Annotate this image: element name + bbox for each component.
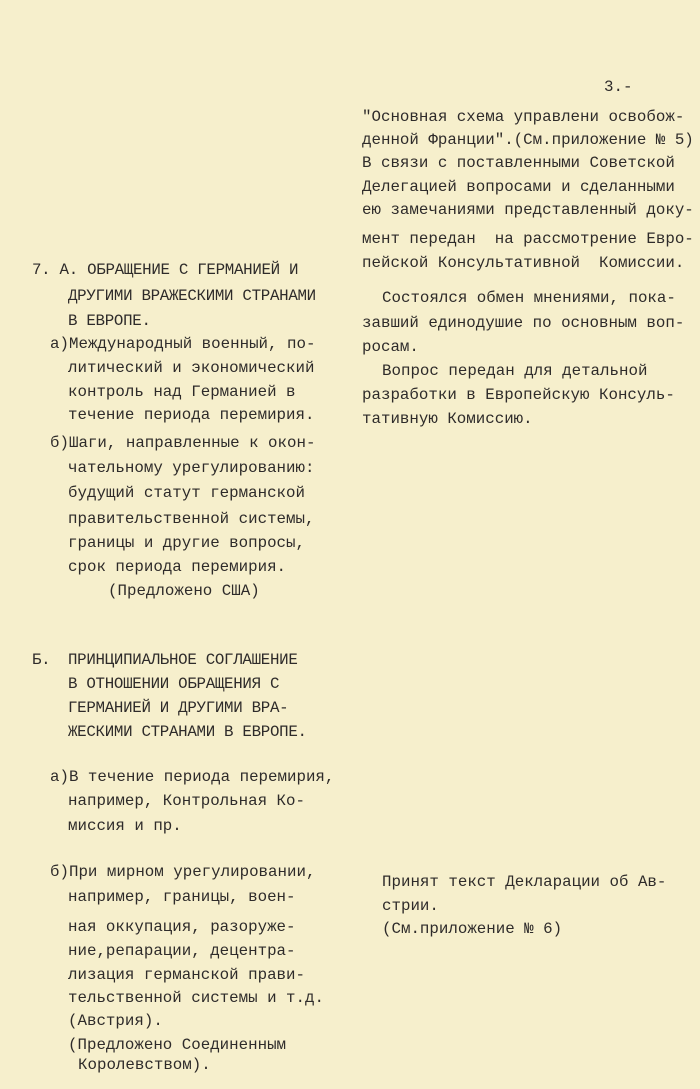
text-line: (Предложено США) <box>108 582 260 600</box>
text-line: разработки в Европейскую Консуль- <box>362 386 675 404</box>
text-line: ДРУГИМИ ВРАЖЕСКИМИ СТРАНАМИ <box>68 287 316 305</box>
text-line: завший единодушие по основным воп- <box>362 314 685 332</box>
text-line: ная оккупация, разоруже- <box>68 918 296 936</box>
text-line: (Австрия). <box>68 1012 163 1030</box>
text-line: тативную Комиссию. <box>362 410 533 428</box>
text-line: ПРИНЦИПИАЛЬНОЕ СОГЛАШЕНИЕ <box>68 651 298 669</box>
text-line: В ЕВРОПЕ. <box>68 312 151 330</box>
text-line: Делегацией вопросами и сделанными <box>362 178 675 196</box>
text-line: ею замечаниями представленный доку- <box>362 201 694 219</box>
text-line: "Основная схема управлени освобож- <box>362 108 685 126</box>
text-line: контроль над Германией в <box>68 383 296 401</box>
text-line: ГЕРМАНИЕЙ И ДРУГИМИ ВРА- <box>68 699 289 717</box>
text-line: В связи с поставленными Советской <box>362 154 675 172</box>
text-line: правительственной системы, <box>68 510 315 528</box>
text-line: б)Шаги, направленные к окон- <box>50 434 316 452</box>
text-line: денной Франции".(См.приложение № 5) <box>362 131 694 149</box>
text-line: течение периода перемирия. <box>68 406 315 424</box>
text-line: например, границы, воен- <box>68 888 296 906</box>
text-line: ние,репарации, децентра- <box>68 942 296 960</box>
section-b-label: Б. <box>32 651 51 669</box>
text-line: (Предложено Соединенным <box>68 1036 287 1054</box>
text-line: а)В течение периода перемирия, <box>50 768 335 786</box>
text-line: срок периода перемирия. <box>68 558 287 576</box>
text-line: пейской Консультативной Комиссии. <box>362 254 685 272</box>
text-line: миссия и пр. <box>68 817 182 835</box>
text-line: тельственной системы и т.д. <box>68 989 324 1007</box>
text-line: будущий статут германской <box>68 484 305 502</box>
text-line: Королевством). <box>78 1056 211 1074</box>
text-line: стрии. <box>382 897 439 915</box>
text-line: (См.приложение № 6) <box>382 920 563 938</box>
text-line: Принят текст Декларации об Ав- <box>382 873 667 891</box>
text-line: а)Международный военный, по- <box>50 335 316 353</box>
text-line: ЖЕСКИМИ СТРАНАМИ В ЕВРОПЕ. <box>68 723 307 741</box>
text-line: б)При мирном урегулировании, <box>50 863 316 881</box>
text-line: чательному урегулированию: <box>68 459 315 477</box>
text-line: Состоялся обмен мнениями, пока- <box>382 289 676 307</box>
page-number: 3.- <box>604 78 633 96</box>
text-line: Вопрос передан для детальной <box>382 362 648 380</box>
text-line: 7. А. ОБРАЩЕНИЕ С ГЕРМАНИЕЙ И <box>32 261 299 279</box>
text-line: росам. <box>362 338 419 356</box>
text-line: лизация германской прави- <box>68 966 305 984</box>
text-line: мент передан на рассмотрение Евро- <box>362 230 694 248</box>
text-line: например, Контрольная Ко- <box>68 792 305 810</box>
text-line: границы и другие вопросы, <box>68 534 305 552</box>
text-line: литический и экономический <box>68 359 315 377</box>
text-line: В ОТНОШЕНИИ ОБРАЩЕНИЯ С <box>68 675 280 693</box>
